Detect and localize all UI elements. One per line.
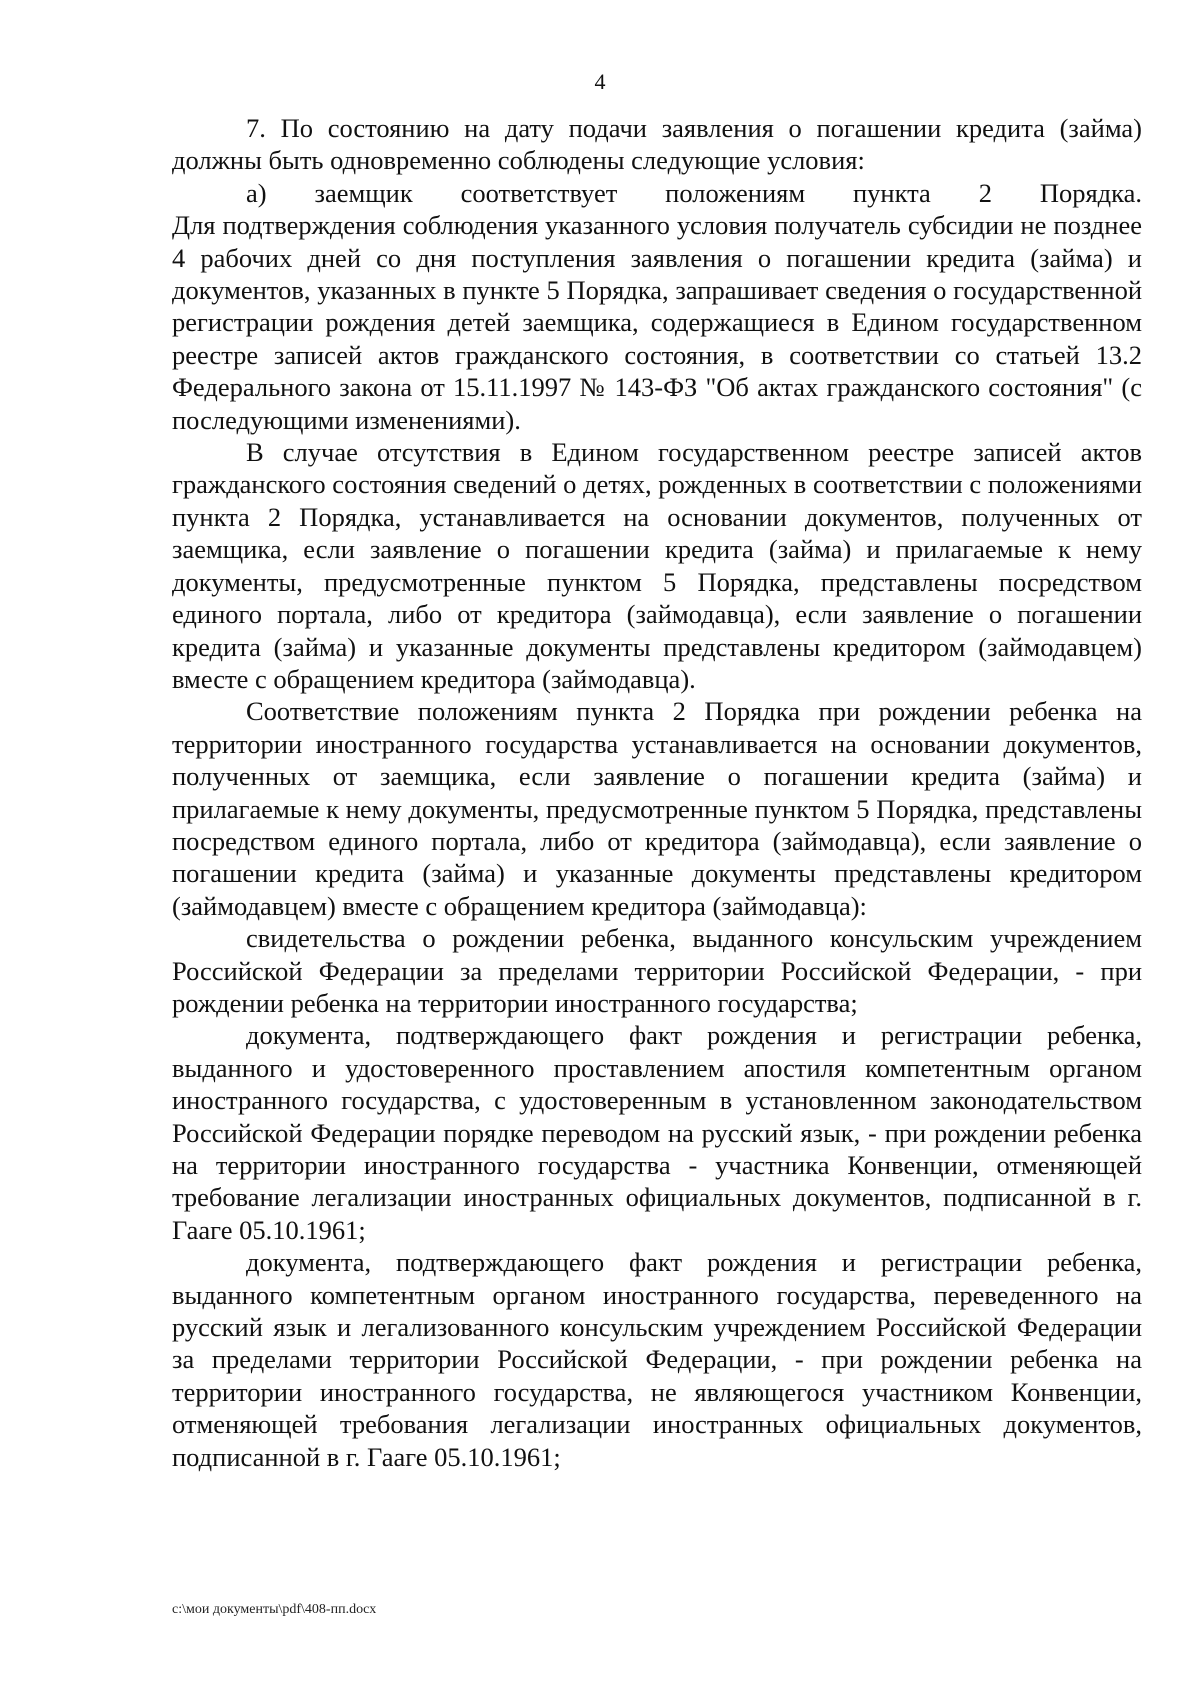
list-item-legalized-document: документа, подтверждающего факт рождения и регистрации ребенка, выданного компетентным органом иностранного государства, переведенного на русский язык и легализованного консульским учреждением Российской Федерации за пределами территории Российской Федерации, - при рождении ребенка на территории иностранного государства, не являющегося участником Конвенции, отменяющей требования легализации иностранных официальных документов, подписанной в г. Гааге 05.10.1961;	[172, 1247, 1142, 1472]
document-body	[172, 112, 1142, 1473]
paragraph-a-condition: а) заемщик соответствует положениям пункта 2 Порядка.	[246, 177, 1142, 208]
footer-file-path: c:\мои документы\pdf\408-пп.docx	[172, 1602, 377, 1617]
paragraph-7-intro: 7. По состоянию на дату подачи заявления о погашении кредита (займа) должны быть одновременно соблюдены следующие условия:	[172, 113, 1142, 176]
page-number: 4	[594, 69, 606, 94]
paragraph-absence-of-records: В случае отсутствия в Едином государственном реестре записей актов гражданского состояния сведений о детях, рожденных в соответствии с положениями пункта 2 Порядка, устанавливается на основании документов, полученных от заемщика, если заявление о погашении кредита (займа) и прилагаемые к нему документы, предусмотренные пунктом 5 Порядка, представлены посредством единого портала, либо от кредитора (займодавца), если заявление о погашении кредита (займа) и указанные документы представлены кредитором (займодавцем) вместе с обращением кредитора (займодавца).	[172, 437, 1142, 694]
paragraph-verification: Для подтверждения соблюдения указанного условия получатель субсидии не позднее 4 рабочих дней со дня поступления заявления о погашении кредита (займа) и документов, указанных в пункте 5 Порядка, запрашивает сведения о государственной регистрации рождения детей заемщика, содержащиеся в Едином государственном реестре записей актов гражданского состояния, в соответствии со статьей 13.2 Федерального закона от 15.11.1997 № 143-ФЗ "Об актах гражданского состояния" (с последующими изменениями).	[172, 210, 1142, 435]
list-item-consular-certificate: свидетельства о рождении ребенка, выданного консульским учреждением Российской Федерации за пределами территории Российской Федерации, - при рождении ребенка на территории иностранного государства;	[172, 923, 1142, 1018]
paragraph-foreign-birth: Соответствие положениям пункта 2 Порядка при рождении ребенка на территории иностранного государства устанавливается на основании документов, полученных от заемщика, если заявление о погашении кредита (займа) и прилагаемые к нему документы, предусмотренные пунктом 5 Порядка, представлены посредством единого портала, либо от кредитора (займодавца), если заявление о погашении кредита (займа) и указанные документы представлены кредитором (займодавцем) вместе с обращением кредитора (займодавца):	[172, 696, 1142, 921]
list-item-apostille-document: документа, подтверждающего факт рождения и регистрации ребенка, выданного и удостоверенного проставлением апостиля компетентным органом иностранного государства, с удостоверенным в установленном законодательством Российской Федерации порядке переводом на русский язык, - при рождении ребенка на территории иностранного государства - участника Конвенции, отменяющей требование легализации иностранных официальных документов, подписанной в г. Гааге 05.10.1961;	[172, 1020, 1142, 1245]
